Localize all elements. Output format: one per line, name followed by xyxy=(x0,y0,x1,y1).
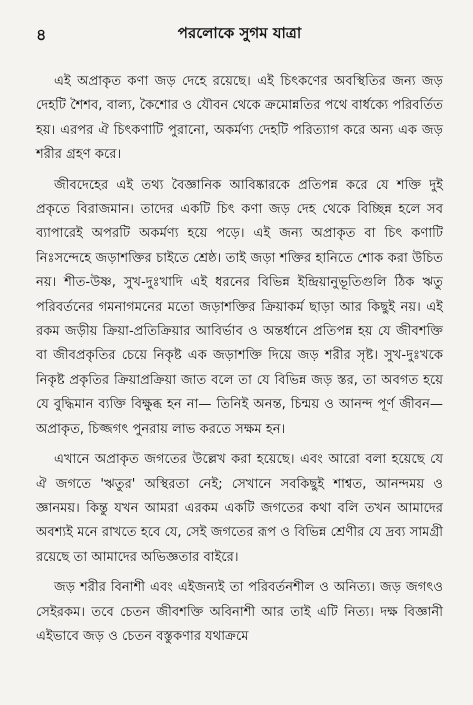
page-header xyxy=(36,22,443,48)
paragraph: এই অপ্রাকৃত কণা জড় দেহে রয়েছে। এই চিৎকণের অবস্থিতির জন্য জড় দেহটি শৈশব, বাল্য, কৈশোর ও যৌবন থেকে ক্রমোন্নতির পথে বার্ধক্যে পরিবর্তিত হয়। এরপর ঐ চিৎকণাটি পুরানো, অকর্মণ্য দেহটি পরিত্যাগ করে অন্য এক জড় শরীর গ্রহণ করে। xyxy=(36,74,443,163)
paragraph: জড় শরীর বিনাশী এবং এইজন্যই তা পরিবর্তনশীল ও অনিত্য। জড় জগৎও সেইরকম। তবে চেতন জীবশক্তি অবিনাশী আর তাই এটি নিত্য। দক্ষ বিজ্ঞানী এইভাবে জড় ও চেতন বস্তুকণার যথাক্রমে xyxy=(36,580,443,644)
body-text xyxy=(36,70,443,649)
page-number: ৪ xyxy=(36,25,47,44)
paragraph: জীবদেহের এই তথ্য বৈজ্ঞানিক আবিষ্কারকে প্রতিপন্ন করে যে শক্তি দুই প্রকৃতে বিরাজমান। তাদের একটি চিৎ কণা জড় দেহ থেকে বিচ্ছিন্ন হলে সব ব্যাপারেই অপরটি অকর্মণ্য হয়ে পড়ে। এই জন্য অপ্রাকৃত বা চিৎ কণাটি নিঃসন্দেহে জড়াশক্তির চাইতে শ্রেষ্ঠ। তাই জড়া শক্তির হানিতে শোক করা উচিত নয়। শীত-উষ্ণ, সুখ-দুঃখাদি এই ধরনের বিভিন্ন ইন্দ্রিয়ানুভূতিগুলি ঠিক ঋতু পরিবর্তনের গমনাগমনের মতো জড়াশক্তির ক্রিয়াকর্ম ছাড়া আর কিছুই নয়। এই রকম জড়ীয় ক্রিয়া-প্রতিক্রিয়ার আবির্ভাব ও অন্তর্ধানে প্রতিপন্ন হয় যে জীবশক্তি বা জীবপ্রকৃতির চেয়ে নিকৃষ্ট এক জড়াশক্তি দিয়ে জড় শরীর সৃষ্ট। সুখ-দুঃখকে নিকৃষ্ট প্রকৃতির ক্রিয়াপ্রক্রিয়া জাত বলে তা যে বিভিন্ন জড় স্তর, তা অবগত হয়ে যে বুদ্ধিমান ব্যক্তি বিক্ষুব্ধ হন না— তিনিই অনন্ত, চিন্ময় ও আনন্দ পূর্ণ জীবন—অপ্রাকৃত, চিজ্জগৎ পুনরায় লাভ করতে সক্ষম হন। xyxy=(36,177,443,437)
running-title: পরলোকে সুগম যাত্রা xyxy=(177,24,302,42)
paragraph: এখানে অপ্রাকৃত জগতের উল্লেখ করা হয়েছে। এবং আরো বলা হয়েছে যে ঐ জগতে 'ঋতুর' অস্থিরতা নেই; সেখানে সবকিছুই শাশ্বত, আনন্দময় ও জ্ঞানময়। কিন্তু যখন আমরা এরকম একটি জগতের কথা বলি তখন আমাদের অবশ্যই মনে রাখতে হবে যে, সেই জগতের রূপ ও বিভিন্ন শ্রেণীর যে দ্রব্য সামগ্রী রয়েছে তা আমাদের অভিজ্ঞতার বাইরে। xyxy=(36,452,443,565)
